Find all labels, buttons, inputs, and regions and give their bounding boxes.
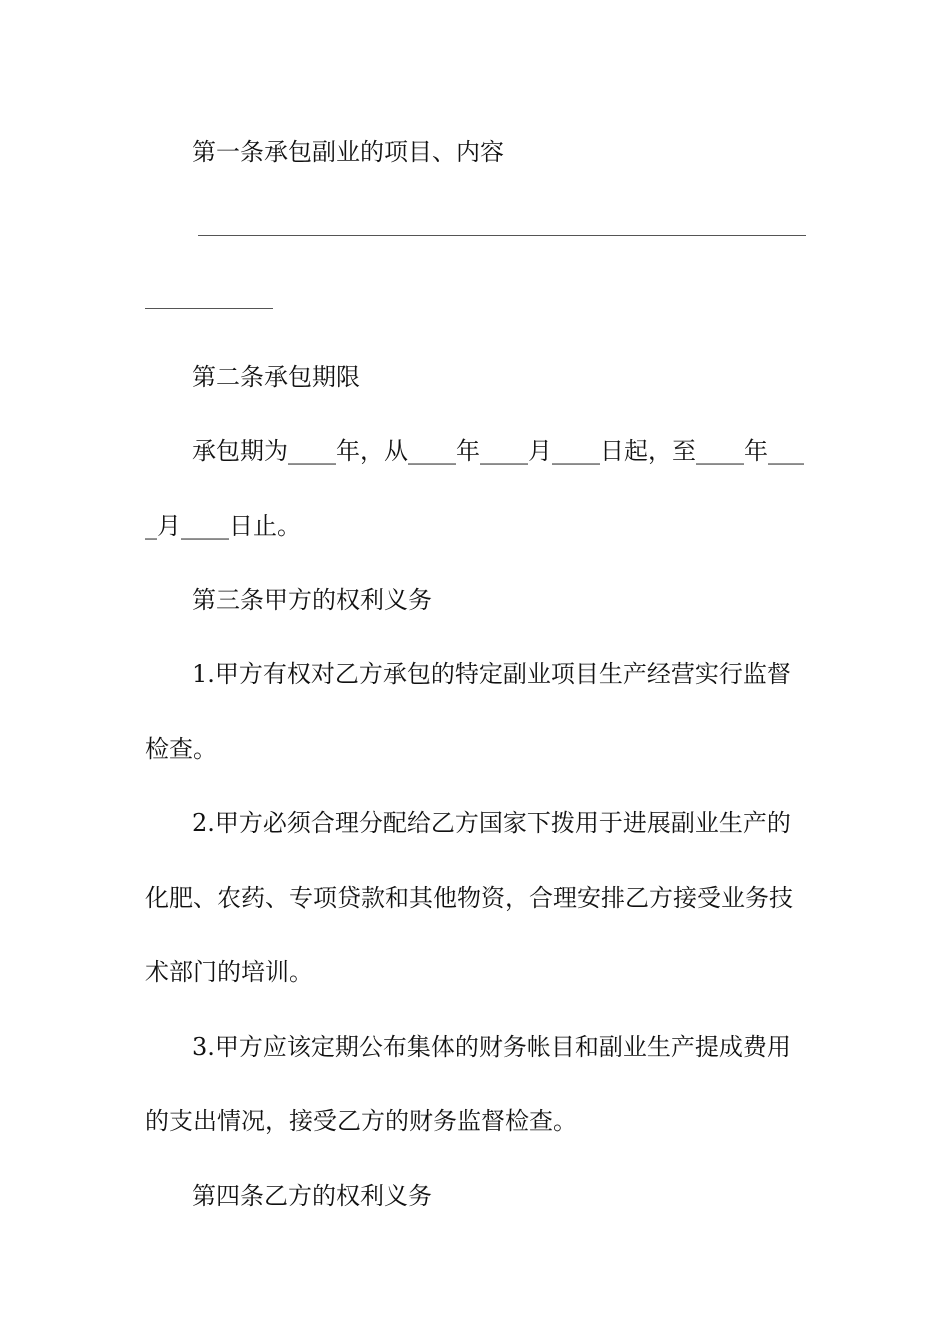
fill-in-line-long (198, 235, 806, 236)
clause1-line-1: 1.甲方有权对乙方承包的特定副业项目生产经营实行监督 (192, 660, 791, 688)
term-line-2: _月____日止。 (145, 512, 301, 540)
article1-heading: 第一条承包副业的项目、内容 (192, 138, 504, 166)
clause2-line-1: 2.甲方必须合理分配给乙方国家下拨用于进展副业生产的 (192, 809, 791, 837)
clause3-line-1: 3.甲方应该定期公布集体的财务帐目和副业生产提成费用 (192, 1033, 791, 1061)
term-line-1: 承包期为____年，从____年____月____日起，至____年___ (192, 437, 804, 465)
article2-heading: 第二条承包期限 (192, 363, 360, 391)
clause1-line-2: 检查。 (145, 735, 217, 763)
article3-heading: 第三条甲方的权利义务 (192, 586, 432, 614)
article4-heading: 第四条乙方的权利义务 (192, 1182, 432, 1210)
clause2-line-3: 术部门的培训。 (145, 958, 313, 986)
clause2-line-2: 化肥、农药、专项贷款和其他物资，合理安排乙方接受业务技 (145, 884, 793, 912)
fill-in-line-short (145, 308, 273, 309)
clause3-line-2: 的支出情况，接受乙方的财务监督检查。 (145, 1107, 577, 1135)
